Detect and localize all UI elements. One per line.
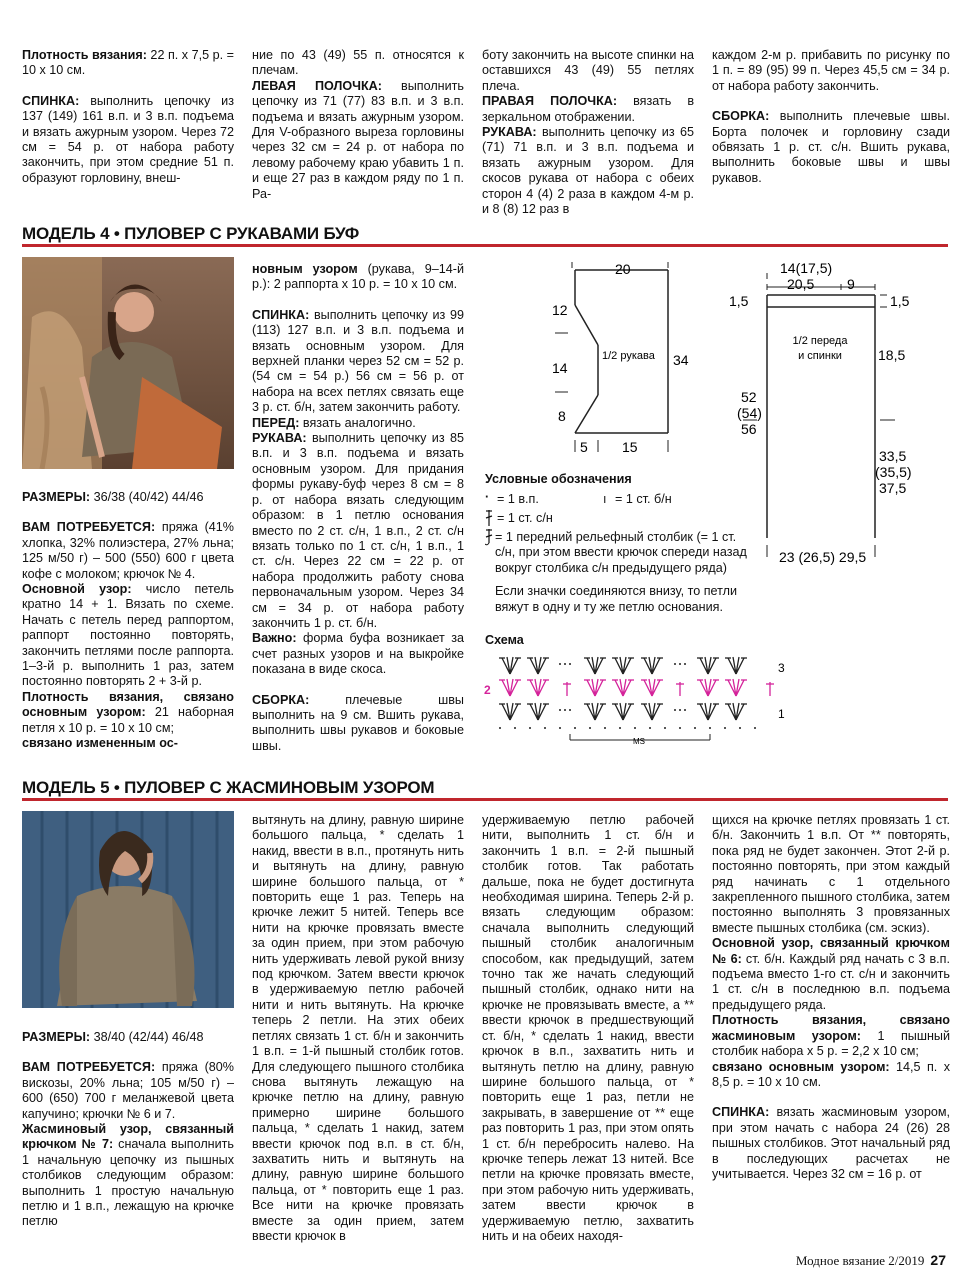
paragraph-heading: СБОРКА:	[252, 692, 310, 707]
paragraph-heading: СПИНКА:	[712, 1105, 770, 1120]
model4-column-2	[252, 262, 464, 754]
paragraph-text: вязать жасминовым узором, при этом начать с набора 24 (26) 28 пышных столбиков. Этот начальный ряд в последующих расчетах не учитывается. Через 32 см = 16 р. от	[712, 1105, 950, 1181]
sleeve-label: 1/2 рукава	[602, 350, 655, 362]
paragraph	[22, 1122, 234, 1230]
paragraph	[22, 690, 234, 736]
paragraph	[22, 520, 234, 582]
body-bottom-width: 23 (26,5) 29,5	[779, 549, 867, 565]
paragraph-gap	[252, 678, 464, 693]
paragraph	[482, 813, 694, 1244]
paragraph-heading: СПИНКА:	[22, 93, 80, 108]
body-height-3: 56	[741, 421, 757, 437]
chain-stitch-symbol: ·	[485, 489, 490, 504]
paragraph	[712, 1060, 950, 1091]
paragraph	[482, 125, 694, 217]
paragraph	[252, 308, 464, 416]
model4-title: МОДЕЛЬ 4 • ПУЛОВЕР С РУКАВАМИ БУФ	[22, 224, 360, 243]
paragraph	[22, 48, 234, 79]
paragraph	[22, 582, 234, 690]
legend-note-2: вяжут в одну и ту же петлю основания.	[495, 599, 723, 614]
paragraph-text: выполнить плечевые швы. Борта полочек и горловину сзади обвязать 1 р. ст. с/н. Вшить рукава, выполнить боковые швы и швы рукавов.	[712, 109, 950, 185]
paragraph	[252, 262, 464, 293]
paragraph	[252, 48, 464, 79]
paragraph-gap	[252, 293, 464, 308]
paragraph-heading: ПРАВАЯ ПОЛОЧКА:	[482, 94, 618, 109]
paragraph-text: вязать аналогично.	[299, 415, 416, 430]
paragraph-heading: новным узором	[252, 262, 358, 276]
body-side-height-2: (35,5)	[875, 464, 912, 480]
chart-foundation-chain	[499, 727, 756, 729]
top-column-4	[712, 48, 950, 186]
paragraph-text: выполнить цепочку из 85 в.п. и 3 в.п. подъема и вязать основным узором. Для придания формы рукаву-буф через 8 см = 8 р. от набора вязать следующим образом: в 1 петлю основания вместо по 2 ст. с/н, 1 в.п., 2 ст. с/н вязать только по 1 ст. с/н, 1 в.п., 1 ст. с/н. Через 22 см = 22 р. от набора продолжить работу снова первоначальным узором. Через 34 см = 34 р. от набора работу закончить 1 р. ст. б/н.	[252, 431, 464, 630]
paragraph-text: ние по 43 (49) 55 п. относятся к плечам.	[252, 48, 464, 78]
paragraph	[252, 79, 464, 202]
legend-note-1: Если значки соединяются внизу, то петли	[495, 584, 737, 599]
relief-stitch-symbol	[485, 528, 493, 551]
paragraph	[22, 736, 234, 751]
paragraph	[22, 94, 234, 186]
legend-title: Условные обозначения	[485, 472, 632, 486]
model5-column-3	[482, 813, 694, 1244]
chart-row-label-1: 1	[778, 707, 785, 721]
legend-relief-2: с/н, при этом ввести крючок спереди назад	[495, 545, 747, 560]
paragraph	[252, 416, 464, 431]
paragraph-heading: Основной узор:	[22, 582, 132, 597]
sleeve-height-2: 14	[552, 360, 568, 376]
legend-chain-stitch: = 1 в.п.	[497, 491, 539, 506]
paragraph	[252, 431, 464, 631]
paragraph-heading: Важно:	[252, 631, 297, 646]
scheme-title: Схема	[485, 633, 524, 647]
sleeve-height-1: 12	[552, 302, 568, 318]
model4-photo	[22, 257, 234, 469]
body-side-height-1: 33,5	[879, 448, 907, 464]
body-label-1: 1/2 переда	[792, 335, 848, 347]
paragraph-heading: Основной узор, связанный крючком № 6:	[712, 936, 950, 966]
model5-photo	[22, 811, 234, 1008]
paragraph-text: выполнить цепочку из 99 (113) 127 в.п. и 3 в.п. подъема и вязать основным узором. Для верхней планки через 52 см = 52 р. (54 см = 54 р.) 56 см = 56 р. от набора на всех петлях связать еще 3 р. ст. б/н, затем закончить работу.	[252, 307, 464, 415]
legend-single-crochet: = 1 ст. б/н	[615, 491, 672, 506]
paragraph-heading: связано основным узором:	[712, 1059, 890, 1074]
paragraph	[482, 48, 694, 94]
paragraph	[712, 109, 950, 186]
paragraph-gap	[22, 505, 234, 520]
body-shoulder-width: 9	[847, 276, 855, 292]
magazine-name: Модное вязание 2/2019	[795, 1253, 925, 1268]
paragraph-text: число петель кратно 14 + 1. Вязать по схеме. Начать с петель перед раппортом, раппорт постоянно повторять, закончить петлями после раппорта. 1–3-й р. выполнить 1 раз, затем постоянно повторять 2 + 3-й р.	[22, 582, 234, 689]
model5-column-1	[22, 1030, 234, 1230]
top-column-3	[482, 48, 694, 217]
paragraph-text: сначала выполнить 1 начальную цепочку из пышных столбиков следующим образом: выполнить 1 простую начальную петлю и 1 в.п., лежащую на крючке петлю	[22, 1137, 234, 1229]
paragraph-text: выполнить цепочку из 71 (77) 83 в.п. и 3 в.п. подъема и вязать ажурным узором. Для V-образного выреза горловины через 32 см = 24 р. от набора по левому рабочему краю убавить 1 п. и еще 27 раз в каждом ряду по 1 п. Ра-	[252, 78, 464, 201]
paragraph-heading: Плотность вязания, связано основным узором:	[22, 689, 234, 720]
paragraph	[712, 48, 950, 94]
paragraph-text: каждом 2-м р. прибавить по рисунку по 1 п. = 89 (95) 99 п. Через 45,5 см = 34 р. от набора работу закончить.	[712, 48, 950, 93]
sleeve-total-height: 34	[673, 352, 689, 368]
model5-title: МОДЕЛЬ 5 • ПУЛОВЕР С ЖАСМИНОВЫМ УЗОРОМ	[22, 778, 435, 797]
paragraph-text: вытянуть на длину, равную ширине большого пальца, * сделать 1 накид, ввести в в.п., протянуть нить и вытянуть на длину, равную ширине большого пальца, от * повторить еще 1 раз. Теперь на крючке лежит 5 нитей. Теперь все нити на крючке провязать вместе за один прием, при этом рабочую нить удерживать левой рукой внизу под крючком. Затем ввести крючок в удерживаемую петлю рабочей нити и нить вытянуть. На крючке теперь 2 петли. На этих обеих петлях связать 1 ст. б/н и закончить 1 в.п. = 1-й пышный столбик готов. Для следующего пышного столбика снова вытянуть лежащую на крючке петлю на длину, равную примерно ширине большого пальца, * сделать 1 накид, затем ввести крючок под в.п. в ст. б/н, захватить нить и вытянуть на длину, равную ширине большого пальца, от * повторить еще 1 раз. Все нити на крючке провязать вместе за один прием, затем ввести крючок в	[252, 813, 464, 1243]
paragraph-text: выполнить цепочку из 137 (149) 161 в.п. и 3 в.п. подъема и вязать ажурным узором. Через 72 см = 54 р. от набора работу закончить, при этом средние 51 п. образуют горловину, внеш-	[22, 93, 234, 185]
model5-column-4	[712, 813, 950, 1182]
paragraph-text: плечевые швы выполнить на 9 см. Вшить рукава, выполнить швы рукавов и боковые швы.	[252, 692, 464, 753]
paragraph-heading: Жасминовый узор, связанный крючком № 7:	[22, 1122, 234, 1152]
paragraph-gap	[712, 1090, 950, 1105]
paragraph-gap	[22, 79, 234, 94]
paragraph-heading: ВАМ ПОТРЕБУЕТСЯ:	[22, 520, 156, 535]
paragraph-heading: РАЗМЕРЫ:	[22, 490, 91, 504]
single-crochet-symbol: ı	[603, 491, 607, 506]
legend	[485, 472, 775, 616]
model4-divider	[22, 244, 948, 247]
sleeve-height-3: 8	[558, 408, 566, 424]
paragraph-text: пряжа (41% хлопка, 32% полиэстера, 27% льна; 125 м/50 г) – 500 (550) 600 г цвета кофе с молоком; крючок № 4.	[22, 520, 234, 581]
paragraph	[252, 693, 464, 755]
chart-row-3	[499, 657, 747, 674]
model4-column-1	[22, 490, 234, 752]
body-top-width: 14(17,5)	[780, 260, 833, 276]
paragraph-heading: ВАМ ПОТРЕБУЕТСЯ:	[22, 1060, 156, 1075]
paragraph-heading: Плотность вязания, связано жасминовым узором:	[712, 1013, 950, 1043]
model5-photo-image	[22, 811, 234, 1008]
paragraph-heading: РУКАВА:	[482, 125, 537, 140]
paragraph-heading: СПИНКА:	[252, 307, 310, 322]
body-height-2: (54)	[737, 405, 762, 421]
paragraph-text: щихся на крючке петлях провязать 1 ст. б/н. Закончить 1 в.п. От ** повторять, пока ряд не будет закончен. Этот 2-й р. постоянно повторять, при этом каждый ряд начинать с 1 отдельного закрепленного пышного столбика, затем постоянно выполнять 3 провязанных вместе пышных столбика (см. эскиз).	[712, 813, 950, 935]
sleeve-bottom-1: 5	[580, 439, 588, 455]
paragraph-text: 21 наборная петля х 10 р. = 10 х 10 см;	[22, 705, 234, 735]
top-column-2	[252, 48, 464, 202]
paragraph-gap	[22, 1045, 234, 1060]
paragraph	[22, 490, 234, 505]
paragraph-text: боту закончить на высоте спинки на оставшихся 43 (49) 55 петлях плеча.	[482, 48, 694, 93]
legend-relief-1: = 1 передний рельефный столбик (= 1 ст.	[495, 529, 737, 544]
paragraph-text: форма буфа возникает за счет разных узоров и на выкройке показана в виде скоса.	[252, 631, 464, 677]
body-strip-right: 1,5	[890, 293, 910, 309]
body-height-1: 52	[741, 389, 757, 405]
paragraph-text: 36/38 (40/42) 44/46	[90, 490, 204, 504]
paragraph-text: вязать в зеркальном отображении.	[482, 94, 695, 124]
model5-column-2	[252, 813, 464, 1244]
top-column-1	[22, 48, 234, 186]
paragraph-text: удерживаемую петлю рабочей нити, выполнить 1 ст. б/н и закончить 1 в.п. = 2-й пышный столбик готов. Так работать дальше, пока не будет достигнута необходимая ширина. Теперь 2-й р. вязать следующим образом: сначала выполнить следующий пышный столбик аналогичным способом, как предыдущий, затем точно так же начать следующий пышный столбик, однако нити на крючке не провязывать вместе, а ** ввести крючок в предшествующий ст. б/н, * сделать 1 накид, ввести крючок в в.п., захватить нить и вытянуть петлю на длину, равную ширине большого пальца, от * повторить еще 1 раз, петли не закрывать, в завершение от ** еще раз повторить 1 раз, при этом опять 1 ст. б/н перебросить налево. На крючке теперь лежат 13 нитей. Все петли на крючке провязать вместе, при этом рабочую нить удерживать, затем ввести крючок в удерживаемую петлю, захватить нить и на обеих находя-	[482, 813, 694, 1243]
paragraph	[22, 1030, 234, 1045]
chart-row-label-2: 2	[484, 683, 491, 697]
page-number: 27	[930, 1252, 946, 1268]
paragraph-text: 14,5 п. х 8,5 р. = 10 х 10 см.	[712, 1059, 951, 1089]
paragraph	[482, 94, 694, 125]
paragraph-gap	[712, 94, 950, 109]
chart-row-2	[499, 679, 774, 696]
chart-row-label-3: 3	[778, 661, 785, 675]
paragraph-text: 22 п. х 7,5 р. = 10 х 10 см.	[22, 48, 234, 78]
paragraph-text: пряжа (80% вискозы, 20% льна; 105 м/50 г) – 600 (650) 700 г меланжевой цвета капучино; крючки № 6 и 7.	[22, 1060, 234, 1121]
paragraph	[252, 813, 464, 1244]
paragraph-heading: СБОРКА:	[712, 109, 770, 124]
legend-double-crochet: = 1 ст. с/н	[497, 510, 553, 525]
model5-divider	[22, 798, 948, 801]
page-footer	[796, 1252, 946, 1269]
paragraph-heading: ЛЕВАЯ ПОЛОЧКА:	[252, 78, 382, 93]
paragraph-text: 1 пышный столбик набора х 5 р. = 2,2 х 10 см;	[712, 1028, 950, 1059]
paragraph-heading: связано измененным ос-	[22, 736, 178, 751]
paragraph	[712, 1013, 950, 1059]
body-label-2: и спинки	[798, 350, 842, 362]
paragraph-text: выполнить цепочку из 65 (71) 71 в.п. и 3 в.п. подъема и вязать ажурным узором. Для скосов рукава от набора с обеих сторон 4 (4) 2 раза в каждом 4-м р. и 8 (8) 12 раз в	[482, 125, 694, 217]
sleeve-top-width: 20	[615, 261, 631, 277]
body-neck-width: 20,5	[787, 276, 815, 292]
body-armhole-height: 18,5	[878, 347, 906, 363]
paragraph-heading: РАЗМЕРЫ:	[22, 1030, 91, 1044]
paragraph	[252, 631, 464, 677]
body-strip-left: 1,5	[729, 293, 749, 309]
sleeve-bottom-2: 15	[622, 439, 638, 455]
model4-photo-image	[22, 257, 234, 469]
paragraph-text: (рукава, 9–14-й р.): 2 раппорта х 10 р. = 10 х 10 см.	[252, 262, 464, 292]
chart-row-1	[499, 703, 747, 720]
legend-relief-3: вокруг столбика с/н предыдущего ряда)	[495, 560, 727, 575]
paragraph-heading: Плотность вязания:	[22, 48, 147, 62]
paragraph-text: 38/40 (42/44) 46/48	[90, 1030, 204, 1044]
paragraph	[22, 1060, 234, 1122]
paragraph-heading: ПЕРЕД:	[252, 415, 300, 430]
paragraph	[712, 1105, 950, 1182]
sleeve-schematic	[540, 255, 700, 465]
paragraph	[712, 813, 950, 936]
stitch-chart	[480, 650, 790, 745]
paragraph	[712, 936, 950, 1013]
paragraph-text: ст. б/н. Каждый ряд начать с 3 в.п. подъема вместо 1-го ст. с/н и закончить 1 ст. с/н в последнюю в.п. подъема предыдущего ряда.	[712, 951, 950, 1012]
rapport-label: MS	[633, 737, 645, 745]
paragraph-heading: РУКАВА:	[252, 431, 307, 446]
body-side-height-3: 37,5	[879, 480, 907, 496]
